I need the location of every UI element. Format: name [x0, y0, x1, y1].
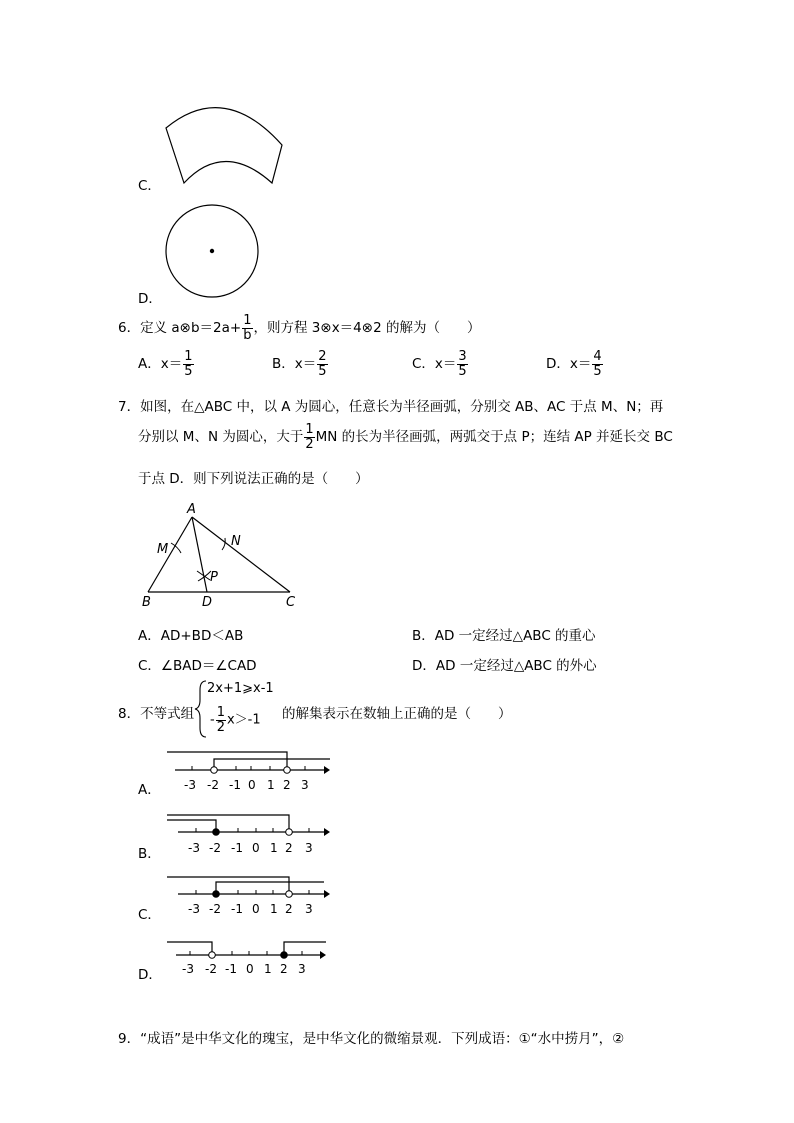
label-a: A: [187, 502, 196, 517]
tick-a-3: 3: [301, 778, 309, 792]
q8-ineq2-num: 1: [216, 705, 225, 720]
tick-a-2: 2: [283, 778, 291, 792]
q6-c-label: C．x＝: [412, 356, 457, 373]
q8-option-a-label[interactable]: A．: [138, 782, 161, 798]
q8-ineq2-den: 2: [216, 719, 225, 735]
tick-d-2: 2: [280, 962, 288, 976]
q7-option-b[interactable]: B．AD 一定经过△ABC 的重心: [412, 628, 596, 644]
q6-d-label: D．x＝: [546, 356, 592, 373]
tick-d-0: 0: [246, 962, 254, 976]
q7-line3: 于点 D．则下列说法正确的是（ ）: [138, 471, 369, 487]
q6-c-num: 3: [458, 349, 467, 364]
q7-option-a[interactable]: A．AD+BD＜AB: [138, 628, 244, 644]
q8-ineq2-post: x＞-1: [226, 712, 261, 728]
q6-a-num: 1: [184, 349, 193, 364]
tick-b-3: 3: [305, 841, 313, 855]
label-c: C: [286, 595, 296, 610]
q8-suffix: 的解集表示在数轴上正确的是（ ）: [282, 706, 512, 722]
tick-d-n2: -2: [205, 962, 217, 976]
q7-option-d[interactable]: D．AD 一定经过△ABC 的外心: [412, 658, 597, 674]
q8-option-b-label[interactable]: B．: [138, 846, 161, 862]
q8-option-d-label[interactable]: D．: [138, 967, 162, 983]
tick-d-n3: -3: [182, 962, 194, 976]
label-b: B: [142, 595, 151, 610]
q6-b-num: 2: [318, 349, 327, 364]
q9-stem: 9．“成语”是中华文化的瑰宝，是中华文化的微缩景观．下列成语：①“水中捞月”，②: [118, 1031, 625, 1047]
label-m: M: [157, 542, 169, 557]
tick-d-n1: -1: [225, 962, 237, 976]
q7-frac-den: 2: [305, 436, 314, 452]
tick-c-n3: -3: [188, 902, 200, 916]
q7-line2-post: MN 的长为半径画弧，两弧交于点 P；连结 AP 并延长交 BC: [315, 429, 673, 446]
tick-a-n1: -1: [229, 778, 241, 792]
tick-a-1: 1: [267, 778, 275, 792]
q8-ineq2-pre: -: [210, 712, 215, 728]
tick-b-1: 1: [270, 841, 278, 855]
tick-c-3: 3: [305, 902, 313, 916]
q8-prefix: 8．不等式组: [118, 706, 195, 722]
tick-a-n3: -3: [184, 778, 196, 792]
q7-line1: 7．如图，在△ABC 中，以 A 为圆心，任意长为半径画弧，分别交 AB、AC 于点 M、N；再: [118, 399, 664, 415]
q6-stem-post: ，则方程 3⊗x＝4⊗2 的解为（ ）: [253, 320, 481, 337]
tick-b-2: 2: [285, 841, 293, 855]
q7-frac-num: 1: [305, 422, 314, 437]
tick-d-3: 3: [298, 962, 306, 976]
q6-c-den: 5: [458, 363, 467, 379]
tick-a-0: 0: [248, 778, 256, 792]
q8-ineq1: 2x+1⩾x-1: [207, 681, 274, 696]
q7-option-c[interactable]: C．∠BAD＝∠CAD: [138, 658, 257, 674]
q6-a-label: A．x＝: [138, 356, 183, 373]
q6-b-label: B．x＝: [272, 356, 317, 373]
tick-c-n2: -2: [209, 902, 221, 916]
tick-c-1: 1: [270, 902, 278, 916]
label-d: D: [202, 595, 213, 610]
q5-option-c-label: C．: [138, 178, 161, 194]
q6-b-den: 5: [318, 363, 327, 379]
q6-d-den: 5: [593, 363, 602, 379]
q6-stem-pre: 6．定义 a⊗b＝2a+: [118, 320, 242, 337]
q6-frac-num: 1: [243, 313, 252, 328]
q6-a-den: 5: [184, 363, 193, 379]
label-n: N: [231, 534, 241, 549]
tick-a-n2: -2: [207, 778, 219, 792]
q6-frac-den: b: [243, 327, 252, 343]
q6-d-num: 4: [593, 349, 602, 364]
tick-d-1: 1: [264, 962, 272, 976]
label-p: P: [210, 570, 218, 585]
tick-b-n3: -3: [188, 841, 200, 855]
q7-line2-pre: 分别以 M、N 为圆心，大于: [138, 429, 304, 446]
tick-c-n1: -1: [231, 902, 243, 916]
q5-option-d-label: D．: [138, 291, 162, 307]
tick-c-0: 0: [252, 902, 260, 916]
tick-b-n1: -1: [231, 841, 243, 855]
tick-b-0: 0: [252, 841, 260, 855]
tick-c-2: 2: [285, 902, 293, 916]
q8-option-c-label[interactable]: C．: [138, 907, 161, 923]
tick-b-n2: -2: [209, 841, 221, 855]
